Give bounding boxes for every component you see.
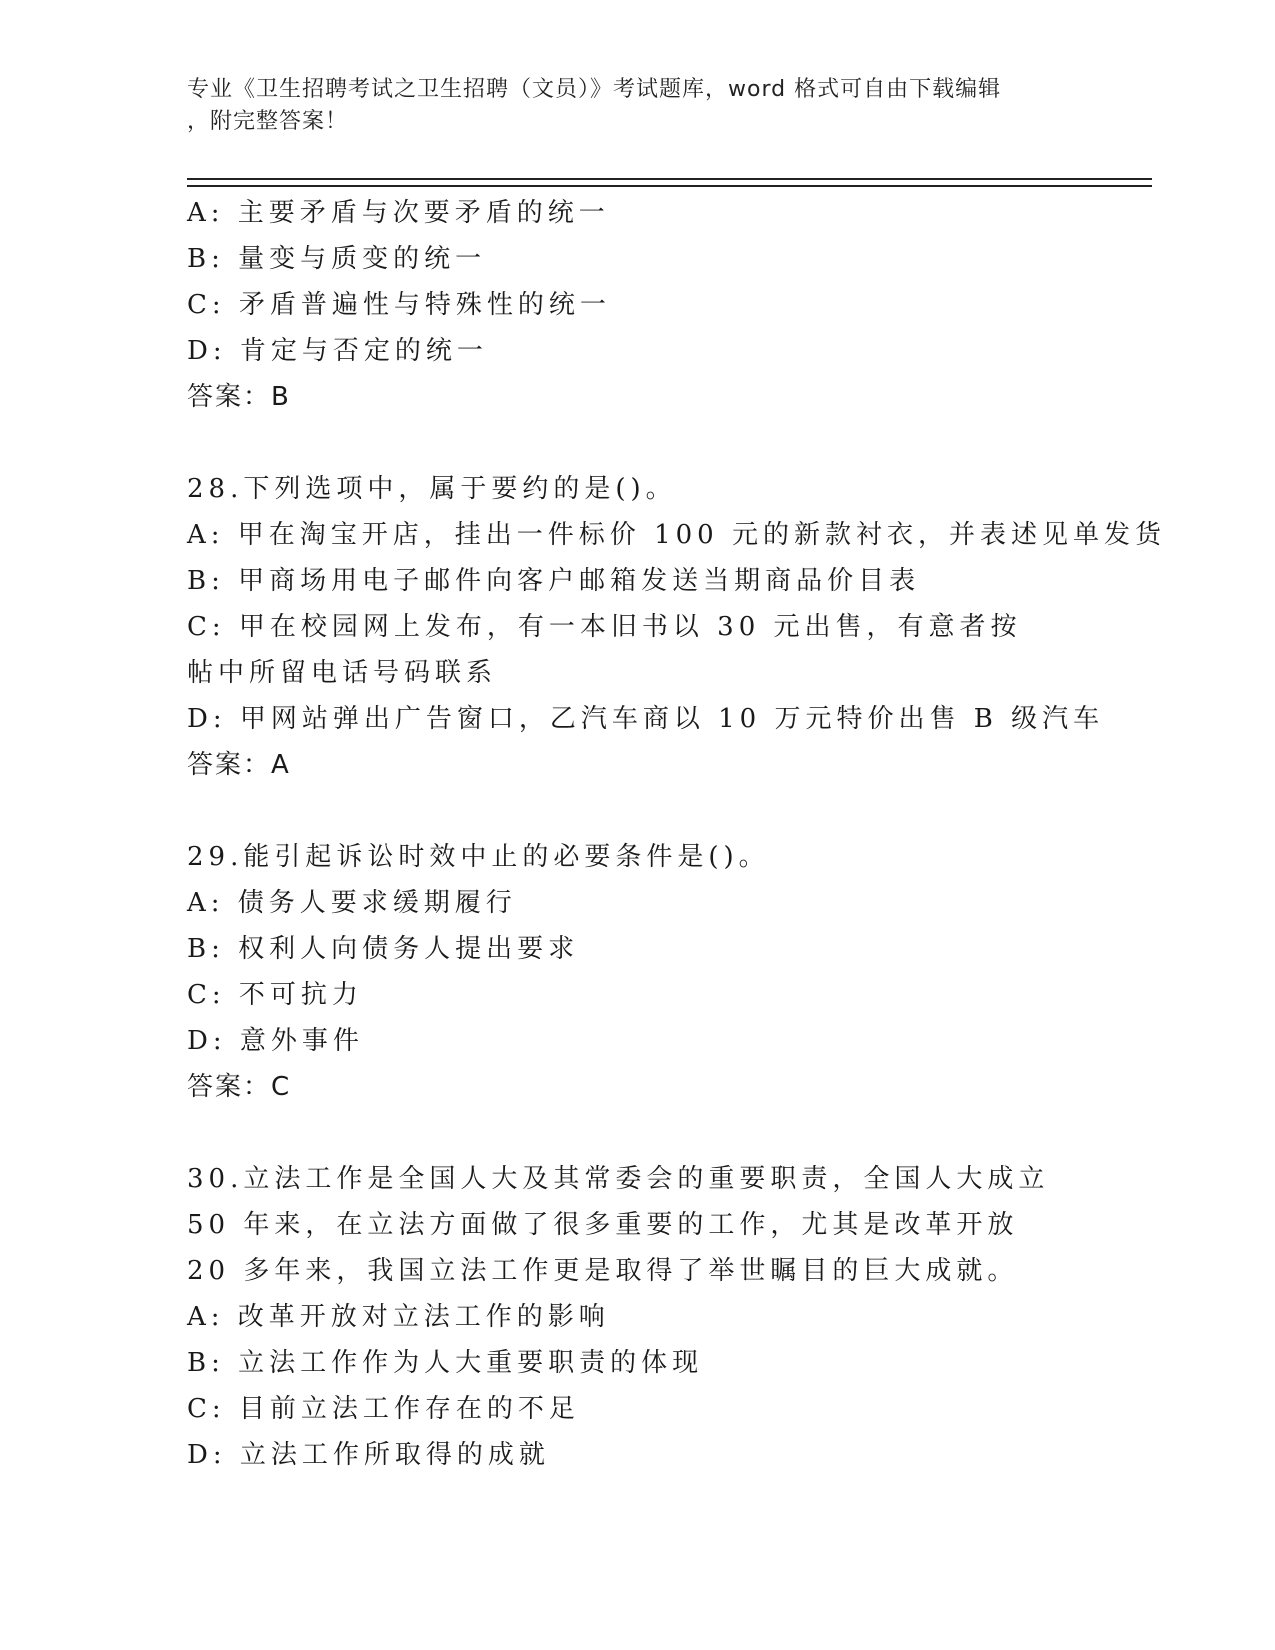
option-a: A: 甲在淘宝开店，挂出一件标价 100 元的新款衬衣，并表述见单发货 [187,520,1166,550]
question-list [187,190,1166,1478]
option-c: C: 目前立法工作存在的不足 [187,1394,580,1424]
option-c: C: 矛盾普遍性与特殊性的统一 [187,290,611,320]
option-b: B: 立法工作作为人大重要职责的体现 [187,1348,704,1378]
option-d: D: 甲网站弹出广告窗口，乙汽车商以 10 万元特价出售 B 级汽车 [187,704,1105,734]
header-divider-top [187,178,1152,180]
option-b: B: 量变与质变的统一 [187,244,487,274]
question-block-27 [187,190,1087,420]
question-block-29 [187,834,1087,1110]
option-b: B: 甲商场用电子邮件向客户邮箱发送当期商品价目表 [187,566,921,596]
answer-line: 答案：C [187,1072,292,1102]
option-c: C: 甲在校园网上发布，有一本旧书以 30 元出售，有意者按帖中所留电话号码联系 [187,612,1022,688]
option-d: D: 意外事件 [187,1026,364,1056]
question-block-28 [187,466,1166,788]
header-divider-bottom [187,185,1152,187]
option-b: B: 权利人向债务人提出要求 [187,934,580,964]
header-line-1: 专业《卫生招聘考试之卫生招聘（文员）》考试题库，word 格式可自由下载编辑 [187,77,1002,102]
question-text: 28.下列选项中，属于要约的是()。 [187,474,677,504]
option-a: A: 债务人要求缓期履行 [187,888,517,918]
answer-line: 答案：A [187,750,291,780]
question-text: 30.立法工作是全国人大及其常委会的重要职责，全国人大成立 50 年来，在立法方面做了很多重要的工作，尤其是改革开放 20 多年来，我国立法工作更是取得了举世瞩目的巨大成就。 [187,1164,1050,1286]
answer-line: 答案：B [187,382,291,412]
header-line-2: ，附完整答案！ [187,109,349,134]
option-d: D: 肯定与否定的统一 [187,336,488,366]
option-d: D: 立法工作所取得的成就 [187,1440,550,1470]
option-a: A: 改革开放对立法工作的影响 [187,1302,610,1332]
option-c: C: 不可抗力 [187,980,363,1010]
document-header [187,74,1087,138]
option-a: A: 主要矛盾与次要矛盾的统一 [187,198,610,228]
question-block-30 [187,1156,1087,1478]
question-text: 29.能引起诉讼时效中止的必要条件是()。 [187,842,770,872]
